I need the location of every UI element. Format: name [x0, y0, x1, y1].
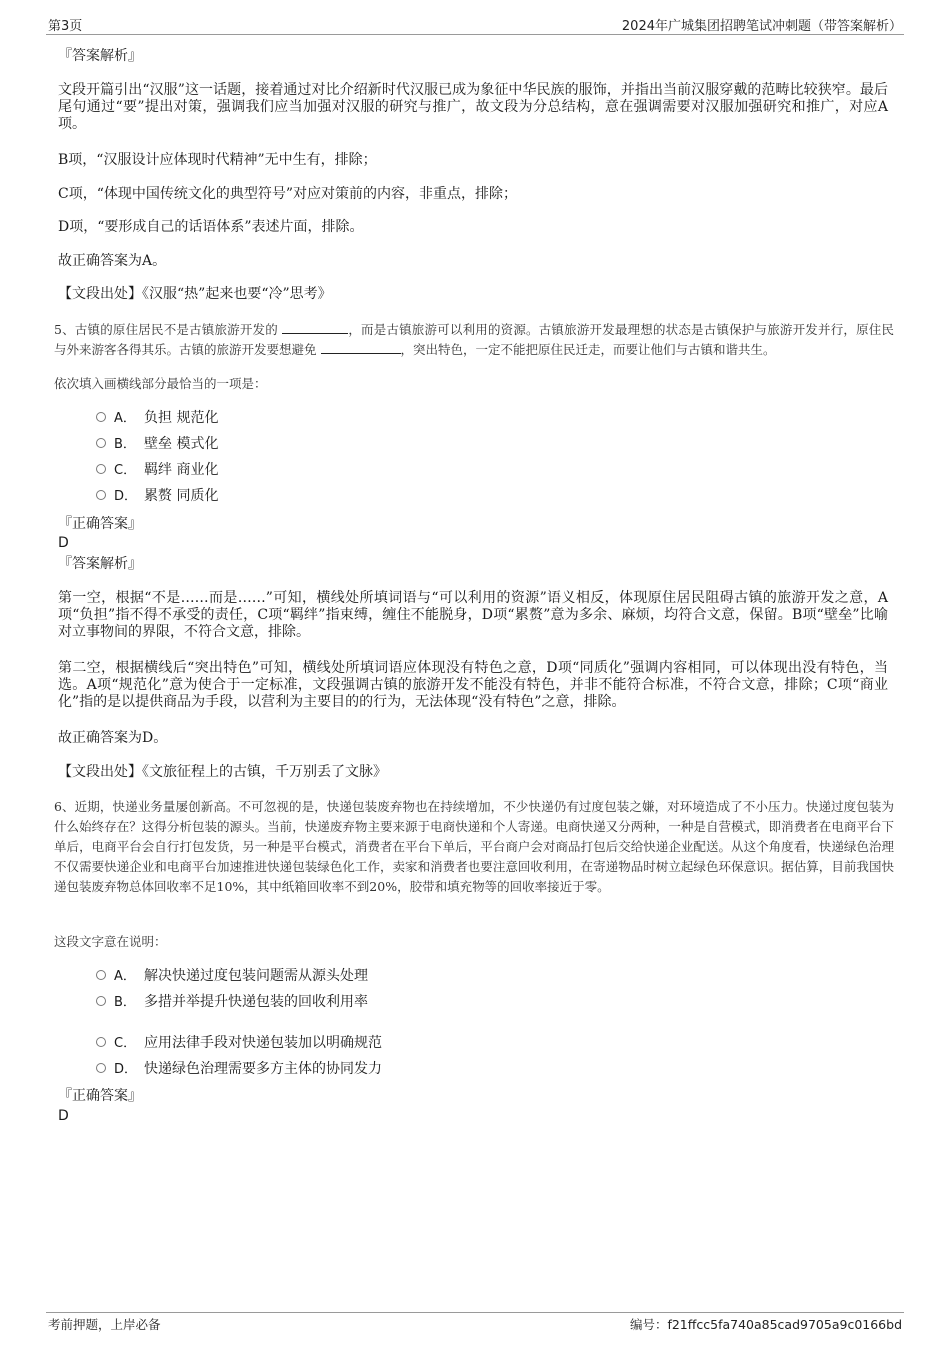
- q5-analysis-label: 『答案解析』: [58, 556, 142, 572]
- q4-analysis-label: 『答案解析』: [58, 48, 142, 64]
- radio-icon[interactable]: [96, 970, 106, 980]
- q5-analysis-p1: 第一空，根据“不是……而是……”可知，横线处所填词语与“可以利用的资源”语义相反，体现原住居民阻碍古镇的旅游开发之意，A项“负担”指不得不承受的责任，C项“羁绊”指束缚，缠住不能脱身，D项“累赘”意为多余、麻烦，均符合文意，保留。B项“壁垒”比喻对立事物间的界限，不符合文意，排除。: [58, 590, 888, 640]
- radio-icon[interactable]: [96, 490, 106, 500]
- q6-option-d[interactable]: D． 快递绿色治理需要多方主体的协同发力: [96, 1059, 382, 1079]
- q6-stem: 6、近期，快递业务量屡创新高。不可忽视的是，快递包装废弃物也在持续增加，不少快递仍有过度包装之嫌，对环境造成了不小压力。快递过度包装为什么始终存在？这得分析包装的源头。当前，快递废弃物主要来源于电商快递和个人寄递。电商快递又分两种，一种是自营模式，即消费者在电商平台下单后，电商平台会自行打包发货，另一种是平台模式，消费者在平台下单后，平台商户会对商品打包后交给快递企业配送。从这个角度看，快递绿色治理不仅需要快递企业和电商平台加速推进快递包装绿色化工作，卖家和消费者也要注意回收利用，在寄递物品时树立起绿色环保意识。据估算，目前我国快递包装废弃物总体回收率不足10%，其中纸箱回收率不到20%，胶带和填充物等的回收率接近于零。: [54, 799, 894, 894]
- footer-slogan: 考前押题，上岸必备: [48, 1317, 161, 1332]
- radio-icon[interactable]: [96, 438, 106, 448]
- q4-analysis-p1: 文段开篇引出“汉服”这一话题，接着通过对比介绍新时代汉服已成为象征中华民族的服饰，并指出当前汉服穿戴的范畴比较狭窄。最后尾句通过“要”提出对策，强调我们应当加强对汉服的研究与推广，故文段为分总结构，意在强调需要对汉服加强研究和推广，对应A项。: [58, 82, 888, 132]
- q5-source: 【文段出处】《文旅征程上的古镇，千万别丢了文脉》: [58, 764, 387, 780]
- q5-analysis-p3: 故正确答案为D。: [58, 730, 168, 746]
- q4-analysis-p5: 故正确答案为A。: [58, 253, 167, 269]
- q5-option-c[interactable]: C． 羁绊 商业化: [96, 460, 218, 480]
- q6-question: 这段文字意在说明：: [54, 934, 167, 949]
- q6-option-b[interactable]: B． 多措并举提升快递包装的回收利用率: [96, 992, 368, 1012]
- radio-icon[interactable]: [96, 1063, 106, 1073]
- q6-option-a[interactable]: A． 解决快递过度包装问题需从源头处理: [96, 966, 368, 986]
- page-footer: [46, 1312, 904, 1333]
- q5-correct-answer: D: [58, 535, 69, 551]
- q5-blank-2: [321, 341, 401, 354]
- radio-icon[interactable]: [96, 1037, 106, 1047]
- q4-analysis-p3: C项，“体现中国传统文化的典型符号”对应对策前的内容，非重点，排除；: [58, 186, 518, 202]
- document-id: 编号：f21ffcc5fa740a85cad9705a9c0166bd: [629, 1317, 902, 1332]
- document-title: 2024年广城集团招聘笔试冲刺题（带答案解析）: [621, 19, 902, 34]
- radio-icon[interactable]: [96, 464, 106, 474]
- q5-option-d[interactable]: D． 累赘 同质化: [96, 486, 218, 506]
- radio-icon[interactable]: [96, 996, 106, 1006]
- page-header: [46, 14, 904, 35]
- q5-blank-1: [282, 321, 348, 334]
- q4-source: 【文段出处】《汉服“热”起来也要“冷”思考》: [58, 286, 332, 302]
- q6-option-c[interactable]: C． 应用法律手段对快递包装加以明确规范: [96, 1033, 382, 1053]
- q5-correct-label: 『正确答案』: [58, 516, 142, 532]
- page-number: 第3页: [48, 19, 83, 34]
- radio-icon[interactable]: [96, 412, 106, 422]
- q5-analysis-p2: 第二空，根据横线后“突出特色”可知，横线处所填词语应体现没有特色之意，D项“同质化”强调内容相同，可以体现出没有特色，当选。A项“规范化”意为使合于一定标准，文段强调古镇的旅游开发不能没有特色，并非不能符合标准，不符合文意，排除；C项“商业化”指的是以提供商品为手段，以营利为主要目的的行为，无法体现“没有特色”之意，排除。: [58, 660, 888, 710]
- q6-correct-answer: D: [58, 1108, 69, 1124]
- q4-analysis-p2: B项，“汉服设计应体现时代精神”无中生有，排除；: [58, 152, 377, 168]
- q5-question: 依次填入画横线部分最恰当的一项是：: [54, 376, 267, 391]
- q5-option-a[interactable]: A． 负担 规范化: [96, 408, 218, 428]
- q5-stem: 5、古镇的原住居民不是古镇旅游开发的 ，而是古镇旅游可以利用的资源。古镇旅游开发最理想的状态是古镇保护与旅游开发并行，原住民与外来游客各得其乐。古镇的旅游开发要想避免 ，突出特色，一定不能把原住民迁走，而要让他们与古镇和谐共生。: [54, 322, 894, 357]
- q5-option-b[interactable]: B． 壁垒 模式化: [96, 434, 218, 454]
- q6-correct-label: 『正确答案』: [58, 1088, 142, 1104]
- q4-analysis-p4: D项，“要形成自己的话语体系”表述片面，排除。: [58, 219, 364, 235]
